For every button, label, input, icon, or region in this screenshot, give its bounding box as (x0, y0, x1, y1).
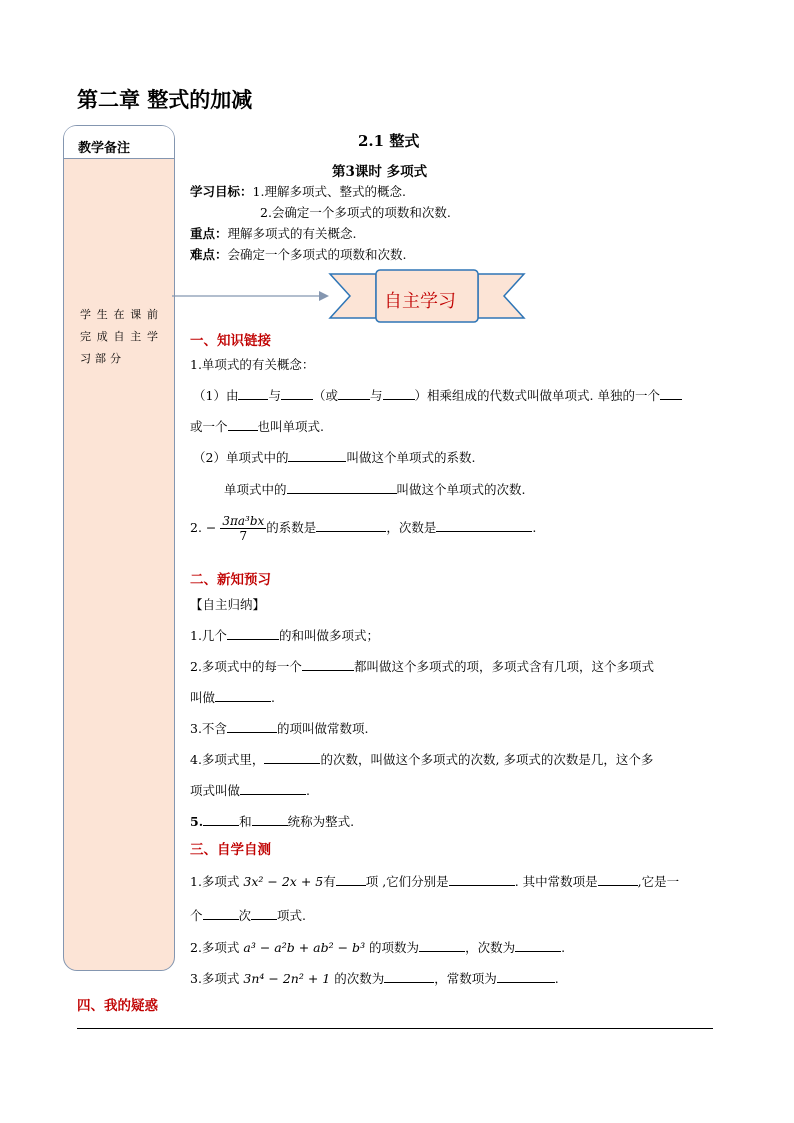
text: 或一个 (190, 419, 228, 434)
text: 统称为整式. (287, 814, 355, 829)
text: 叫做 (190, 690, 216, 705)
part3-heading: 三、自学自测 (190, 842, 271, 858)
p2-l2b (190, 688, 275, 706)
blank[interactable] (436, 519, 532, 532)
text: ，次数是 (386, 520, 437, 535)
goals-label: 学习目标： (190, 184, 253, 199)
blank[interactable] (419, 939, 465, 952)
text: （或 (312, 388, 338, 403)
goals-line1 (190, 182, 406, 200)
text: ，次数为 (465, 940, 516, 955)
blank[interactable] (240, 782, 306, 795)
math-expr: 3n⁴ − 2n² + 1 (243, 971, 331, 986)
text: 项式叫做 (190, 783, 241, 798)
text: . 其中常数项是 (514, 874, 598, 889)
blank[interactable] (238, 387, 268, 400)
blank[interactable] (215, 689, 271, 702)
blank[interactable] (227, 627, 279, 640)
denominator: 7 (239, 529, 248, 543)
sidebar-header (64, 126, 174, 159)
part4-heading: 四、我的疑惑 (77, 998, 158, 1014)
difficult-point-text: 会确定一个多项式的项数和次数. (227, 247, 407, 262)
p2-l2 (190, 657, 654, 675)
blank[interactable] (384, 970, 434, 983)
text: . (532, 520, 537, 535)
blank[interactable] (228, 418, 258, 431)
banner-text: 自主学习 (384, 291, 456, 312)
text: 的项叫做常数项. (276, 721, 369, 736)
key-point (190, 224, 357, 242)
p2-l4 (190, 750, 653, 768)
section-title: 2.1 整式 (358, 132, 420, 150)
text: 2. − (190, 520, 217, 535)
sidebar-title: 教学备注 (78, 141, 131, 156)
p2-l1 (190, 626, 379, 644)
sidebar-note: 学生在课前完成自主学习部分 (80, 308, 162, 365)
blank[interactable] (203, 907, 239, 920)
text: 的和叫做多项式； (278, 628, 379, 643)
p3-l1b (190, 906, 306, 924)
part2-heading: 二、新知预习 (190, 572, 271, 588)
text: 3.多项式 (190, 971, 244, 986)
blank[interactable] (302, 658, 354, 671)
q1-a-line (193, 386, 682, 404)
text: 1.多项式 (190, 874, 244, 889)
blank[interactable] (449, 873, 515, 886)
text: 与 (369, 388, 383, 403)
math-expr: 3x² − 2x + 5 (243, 874, 324, 889)
text: 2.多项式中的每一个 (190, 659, 302, 674)
blank[interactable] (287, 481, 397, 494)
difficult-point (190, 245, 407, 263)
goal-2: 2.会确定一个多项式的项数和次数. (260, 205, 451, 220)
text: 个 (190, 908, 203, 923)
q1-intro: 1.单项式的有关概念： (190, 357, 315, 372)
p2-l3 (190, 719, 368, 737)
blank[interactable] (252, 813, 288, 826)
q1-a-line2 (190, 417, 324, 435)
key-point-text: 理解多项式的有关概念. (227, 226, 357, 241)
blank[interactable] (203, 813, 239, 826)
fraction (220, 514, 266, 543)
blank[interactable] (251, 907, 277, 920)
difficult-point-label: 难点： (190, 247, 228, 262)
q2-line (190, 514, 536, 543)
math-expr: a³ − a²b + ab² − b³ (243, 940, 366, 955)
text: . (554, 971, 559, 986)
q1-c-line (224, 480, 526, 498)
blank[interactable] (281, 387, 313, 400)
q1-b-line (193, 448, 475, 466)
blank[interactable] (497, 970, 555, 983)
text: ，常数项为 (434, 971, 497, 986)
text: . (271, 690, 275, 705)
blank[interactable] (264, 751, 320, 764)
text: （1）由 (193, 388, 239, 403)
text: 也叫单项式. (257, 419, 324, 434)
key-point-label: 重点： (190, 226, 228, 241)
blank[interactable] (383, 387, 415, 400)
teaching-notes-sidebar (63, 125, 175, 971)
text: 的项数为 (365, 940, 420, 955)
p2-l5 (190, 812, 354, 830)
text: 叫做这个单项式的次数. (396, 482, 526, 497)
text: 1.几个 (190, 628, 227, 643)
text: 叫做这个单项式的系数. (346, 450, 476, 465)
blank[interactable] (227, 720, 277, 733)
answer-line[interactable] (77, 1028, 713, 1029)
text: 次 (238, 908, 252, 923)
p3-l1 (190, 872, 679, 890)
text: 2.多项式 (190, 940, 244, 955)
text: 5. (190, 814, 204, 829)
text: 的次数为 (330, 971, 385, 986)
text: 项 ,它们分别是 (365, 874, 449, 889)
blank[interactable] (660, 387, 682, 400)
text: 和 (239, 814, 252, 829)
goal-1: 1.理解多项式、整式的概念. (252, 184, 406, 199)
p3-l2 (190, 938, 565, 956)
blank[interactable] (288, 449, 346, 462)
blank[interactable] (316, 519, 386, 532)
text: 与 (268, 388, 281, 403)
numerator: 3πa³bx (222, 514, 265, 528)
arrow-right-icon (172, 286, 332, 306)
text: 单项式中的 (224, 482, 287, 497)
p2-l4b (190, 781, 310, 799)
text: （2）单项式中的 (193, 450, 289, 465)
text: 的系数是 (266, 520, 317, 535)
blank[interactable] (515, 939, 561, 952)
text: ）相乘组成的代数式叫做单项式. 单独的一个 (414, 388, 660, 403)
text: 的次数，叫做这个多项式的次数, 多项式的次数是几，这个多 (320, 752, 654, 767)
text: 4.多项式里， (190, 752, 265, 767)
text: . (306, 783, 310, 798)
chapter-title: 第二章 整式的加减 (77, 88, 253, 112)
text: 有 (323, 874, 336, 889)
lesson-title: 第3课时 多项式 (332, 164, 428, 180)
text: 都叫做这个多项式的项，多项式含有几项，这个多项式 (353, 659, 654, 674)
text: . (561, 940, 566, 955)
blank[interactable] (338, 387, 370, 400)
blank[interactable] (598, 873, 638, 886)
part1-heading: 一、知识链接 (190, 333, 271, 349)
part2-sub: 【自主归纳】 (190, 597, 266, 612)
text: ,它是一 (637, 874, 680, 889)
blank[interactable] (336, 873, 366, 886)
p3-l3 (190, 969, 559, 987)
text: 3.不含 (190, 721, 227, 736)
text: 项式. (277, 908, 307, 923)
